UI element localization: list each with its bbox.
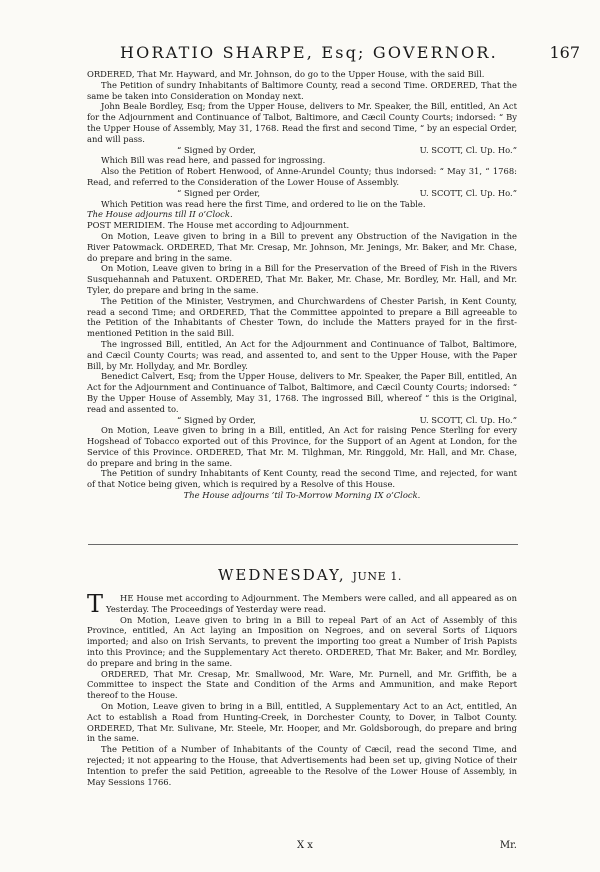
paragraph: On Motion, Leave given to bring in a Bill to prevent any Obstruction of the Navigation in the River Patowmack. ORDERED, That Mr. Cresap, Mr. Johnson, Mr. Jenings, Mr. Baker, and Mr. Chase, do prepare and bring in the same. (87, 230, 517, 263)
page-number: 167 (549, 43, 580, 62)
signature-line (87, 145, 517, 156)
paragraph: T HE House met according to Adjournment. The Members were called, and all appeared as on Yesterday. The Proceedings of Yesterday were read. (87, 593, 517, 615)
paragraph: POST MERIDIEM. The House met according to Adjournment. (87, 220, 350, 231)
paragraph: On Motion, Leave given to bring in a Bill, entitled, An Act for raising Pence Sterling for every Hogshead of Tobacco exported out of this Province, for the Support of an Agent at London, for the Service of this Province. ORDERED, That Mr. M. Tilghman, Mr. Ringgold, Mr. Hall, and Mr. Chase, do prepare and bring in the same. (87, 425, 517, 468)
paragraph: ORDERED, That Mr. Cresap, Mr. Smallwood, Mr. Ware, Mr. Purnell, and Mr. Griffith, be a Committee to inspect the State and Condition of the Arms and Ammunition, and make Report thereof to the House. (87, 668, 517, 701)
paragraph: On Motion, Leave given to bring in a Bill to repeal Part of an Act of Assembly of this Province, entitled, An Act laying an Imposition on Negroes, and on several Sorts of Liquors imported; and also on Irish Servants, to prevent the importing too great a Number of Irish Papists into this Province; and the Supplementary Act thereto. ORDERED, That Mr. Baker, and Mr. Bordley, do prepare and bring in the same. (87, 614, 517, 668)
signature-mark: X x (297, 840, 313, 851)
running-head-title: HORATIO SHARPE, Esq; GOVERNOR. (120, 43, 498, 62)
signature-left: “ Signed by Order, (177, 144, 256, 155)
signature-right: U. SCOTT, Cl. Up. Ho.” (419, 144, 517, 155)
paragraph: The Petition of a Number of Inhabitants of the County of Cæcil, read the second Time, and rejected; it not appearing to the House, that Advertisements had been set up, giving Notice of their Intention to prefer the said Petition, agreeable to the Resolve of the Lower House of Assembly, in May Sessions 1766. (87, 744, 517, 787)
catchword: Mr. (499, 840, 517, 851)
day-date: JUNE 1. (352, 570, 403, 583)
drop-cap: T (87, 590, 104, 618)
paragraph: John Beale Bordley, Esq; from the Upper House, delivers to Mr. Speaker, the Bill, entitled, An Act for the Adjournment and Continuance of Talbot, Baltimore, and Cæcil County Courts; indorsed: “ By the Upper House of Assembly, May 31, 1768. Read the first and second Time, “ by an especial Order, and will pass. (87, 101, 517, 144)
proceedings-text-upper (87, 69, 517, 501)
day-heading (100, 566, 520, 584)
paragraph: Which Bill was read here, and passed for ingrossing. (101, 155, 326, 166)
paragraph: Benedict Calvert, Esq; from the Upper House, delivers to Mr. Speaker, the Paper Bill, entitled, An Act for the Adjournment and Continuance of Talbot, Baltimore, and Cæcil County Courts; indorsed: “ By the Upper House of Assembly, May 31, 1768. The ingrossed Bill, whereof “ this is the Original, read and assented to. (87, 371, 517, 414)
paragraph: The Petition of sundry Inhabitants of Kent County, read the second Time, and rejected, for want of that Notice being given, which is required by a Resolve of this House. (87, 468, 517, 490)
signature-right: U. SCOTT, Cl. Up. Ho.” (419, 414, 517, 425)
section-divider (88, 544, 518, 545)
proceedings-text-lower (87, 590, 517, 787)
paragraph: The Petition of sundry Inhabitants of Baltimore County, read a second Time. ORDERED, That the same be taken into Consideration on Monday next. (87, 79, 517, 101)
paragraph: On Motion, Leave given to bring in a Bill for the Preservation of the Breed of Fish in the Rivers Susquehannah and Patuxent. ORDERED, That Mr. Baker, Mr. Chase, Mr. Bordley, Mr. Hall, and Mr. Tyler, do prepare and bring in the same. (87, 263, 517, 295)
signature-line (87, 415, 517, 426)
day-name: WEDNESDAY, (217, 566, 346, 584)
signature-left: “ Signed by Order, (177, 414, 256, 425)
paragraph: The House adjourns till II o’Clock. (87, 209, 233, 220)
paragraph: ORDERED, That Mr. Hayward, and Mr. Johnson, do go to the Upper House, with the said Bill. (87, 69, 485, 79)
paragraph: Which Petition was read here the first Time, and ordered to lie on the Table. (101, 198, 426, 209)
paragraph: Also the Petition of Robert Henwood, of Anne-Arundel County; thus indorsed: “ May 31, “ 1768: Read, and referred to the Consideration of the Lower House of Assembly. (87, 166, 517, 187)
signature-right: U. SCOTT, Cl. Up. Ho.” (419, 187, 517, 198)
paragraph: The Petition of the Minister, Vestrymen, and Churchwardens of Chester Parish, in Kent County, read a second Time; and ORDERED, That the Committee appointed to prepare a Bill agreeable to the Petition of the Inhabitants of Chester Town, do include the Matters prayed for in the first-mentioned Petition in the said Bill. (87, 295, 517, 339)
paragraph: The ingrossed Bill, entitled, An Act for the Adjournment and Continuance of Talbot, Baltimore, and Cæcil County Courts; was read, and assented to, and sent to the Upper House, with the Paper Bill, by Mr. Hollyday, and Mr. Bordley. (87, 338, 517, 371)
adjourn-note: The House adjourns ’til To-Morrow Morning IX o’Clock. (183, 490, 421, 501)
paragraph: On Motion, Leave given to bring in a Bill, entitled, A Supplementary Act to an Act, entitled, An Act to establish a Road from Hunting-Creek, in Dorchester County, to Dover, in Talbot County. ORDERED, That Mr. Sulivane, Mr. Steele, Mr. Hooper, and Mr. Goldsborough, do prepare and bring in the same. (87, 700, 517, 744)
signature-line (87, 188, 517, 199)
running-head (120, 44, 580, 62)
signature-left: “ Signed per Order, (177, 187, 261, 198)
